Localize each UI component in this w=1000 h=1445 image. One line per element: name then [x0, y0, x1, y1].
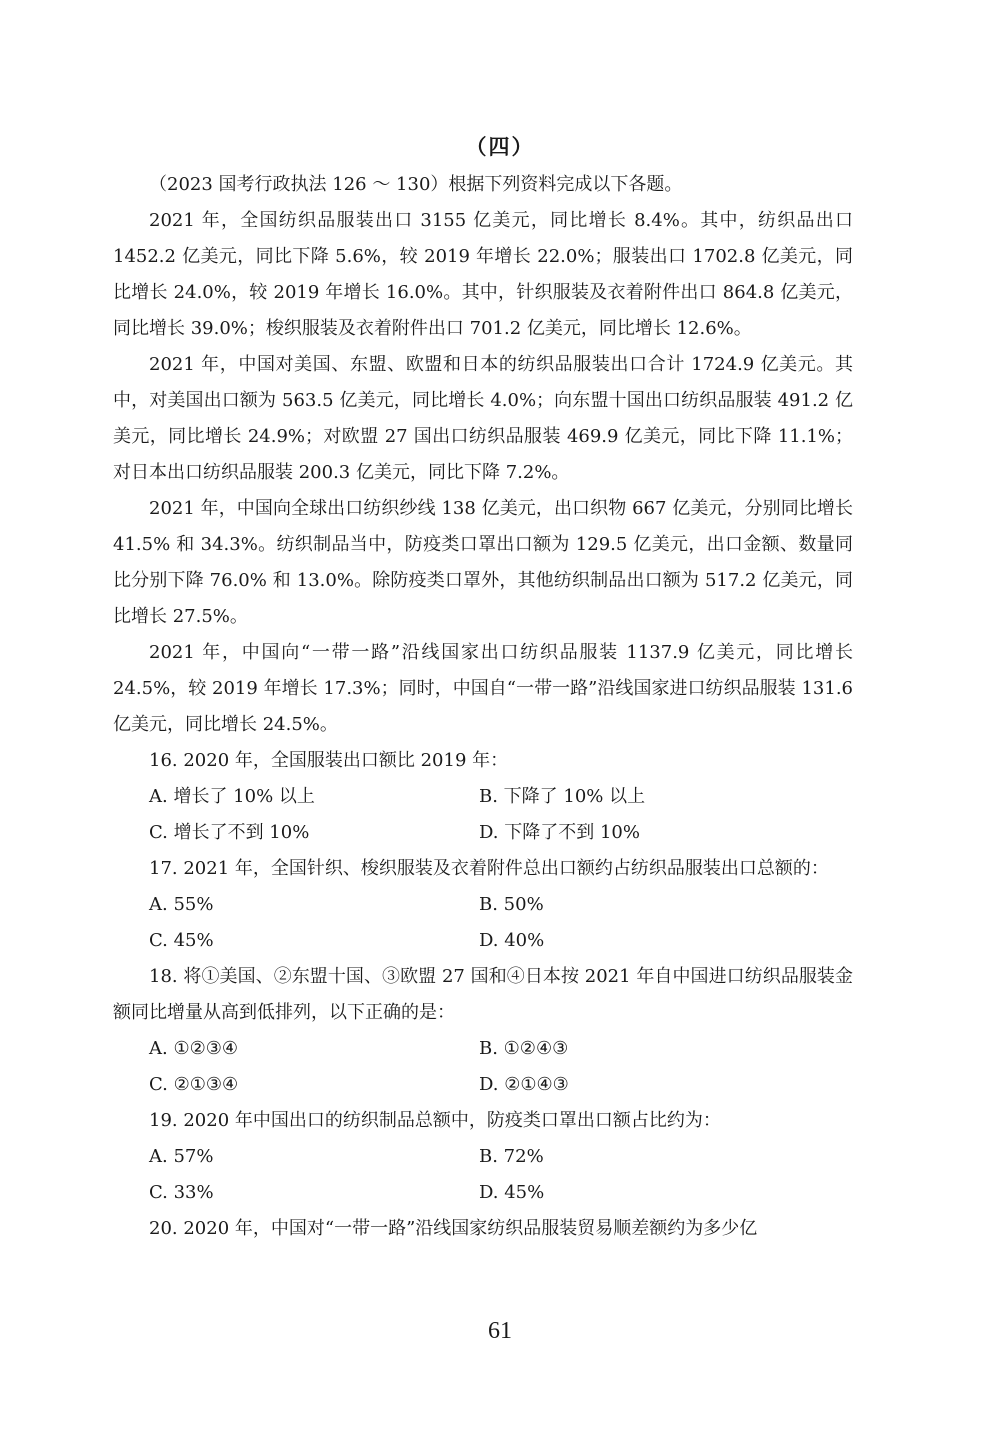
- answer-option: D. 45%: [479, 1182, 545, 1203]
- answer-option: C. ②①③④: [149, 1074, 239, 1095]
- question-stem: 20. 2020 年，中国对“一带一路”沿线国家纺织品服装贸易顺差额约为多少亿: [149, 1218, 758, 1239]
- source-note: （2023 国考行政执法 126 ～ 130）根据下列资料完成以下各题。: [149, 174, 683, 195]
- answer-option: A. 增长了 10% 以上: [149, 786, 315, 807]
- question-item: [113, 743, 853, 851]
- material-paragraph: 2021 年，中国向全球出口纺织纱线 138 亿美元，出口织物 667 亿美元，分别同比增长 41.5% 和 34.3%。纺织制品当中，防疫类口罩出口额为 129.5 亿美元，出口金额、数量同比分别下降 76.0% 和 13.0%。除防疫类口罩外，其他纺织制品出口额为 517.2 亿美元，同比增长 27.5%。: [113, 498, 853, 627]
- answer-options: [113, 1031, 853, 1103]
- answer-option: B. 下降了 10% 以上: [479, 786, 646, 807]
- question-stem: 18. 将①美国、②东盟十国、③欧盟 27 国和④日本按 2021 年自中国进口纺织品服装金额同比增量从高到低排列，以下正确的是：: [113, 966, 853, 1023]
- answer-option: C. 33%: [149, 1182, 214, 1203]
- answer-option: A. ①②③④: [149, 1038, 238, 1059]
- answer-option: C. 45%: [149, 930, 214, 951]
- answer-option: B. ①②④③: [479, 1038, 569, 1059]
- question-list: [113, 743, 853, 1247]
- question-item: [113, 1211, 853, 1247]
- answer-option: D. ②①④③: [479, 1074, 569, 1095]
- answer-options: [113, 1139, 853, 1211]
- answer-option: A. 57%: [149, 1146, 214, 1167]
- answer-option: C. 增长了不到 10%: [149, 822, 310, 843]
- section-title: （四）: [465, 135, 535, 159]
- question-item: [113, 959, 853, 1103]
- page-number: 61: [488, 1318, 512, 1344]
- question-stem: 19. 2020 年中国出口的纺织制品总额中，防疫类口罩出口额占比约为：: [149, 1110, 721, 1131]
- material-paragraphs: [113, 203, 853, 743]
- answer-option: B. 50%: [479, 894, 544, 915]
- answer-option: B. 72%: [479, 1146, 544, 1167]
- question-stem: 16. 2020 年，全国服装出口额比 2019 年：: [149, 750, 509, 771]
- page-content: [113, 167, 853, 1247]
- question-item: [113, 851, 853, 959]
- answer-options: [113, 779, 853, 851]
- answer-options: [113, 887, 853, 959]
- material-paragraph: 2021 年，中国对美国、东盟、欧盟和日本的纺织品服装出口合计 1724.9 亿美元。其中，对美国出口额为 563.5 亿美元，同比增长 4.0%；向东盟十国出口纺织品服装 491.2 亿美元，同比增长 24.9%；对欧盟 27 国出口纺织品服装 469.9 亿美元，同比下降 11.1%；对日本出口纺织品服装 200.3 亿美元，同比下降 7.2%。: [113, 354, 853, 483]
- material-paragraph: 2021 年，全国纺织品服装出口 3155 亿美元，同比增长 8.4%。其中，纺织品出口 1452.2 亿美元，同比下降 5.6%，较 2019 年增长 22.0%；服装出口 1702.8 亿美元，同比增长 24.0%，较 2019 年增长 16.0%。其中，针织服装及衣着附件出口 864.8 亿美元，同比增长 39.0%；梭织服装及衣着附件出口 701.2 亿美元，同比增长 12.6%。: [113, 210, 853, 339]
- question-stem: 17. 2021 年，全国针织、梭织服装及衣着附件总出口额约占纺织品服装出口总额的：: [149, 858, 829, 879]
- answer-option: D. 下降了不到 10%: [479, 822, 640, 843]
- material-paragraph: 2021 年，中国向“一带一路”沿线国家出口纺织品服装 1137.9 亿美元，同比增长 24.5%，较 2019 年增长 17.3%；同时，中国自“一带一路”沿线国家进口纺织品服装 131.6 亿美元，同比增长 24.5%。: [113, 642, 853, 735]
- question-item: [113, 1103, 853, 1211]
- answer-option: A. 55%: [149, 894, 214, 915]
- answer-option: D. 40%: [479, 930, 545, 951]
